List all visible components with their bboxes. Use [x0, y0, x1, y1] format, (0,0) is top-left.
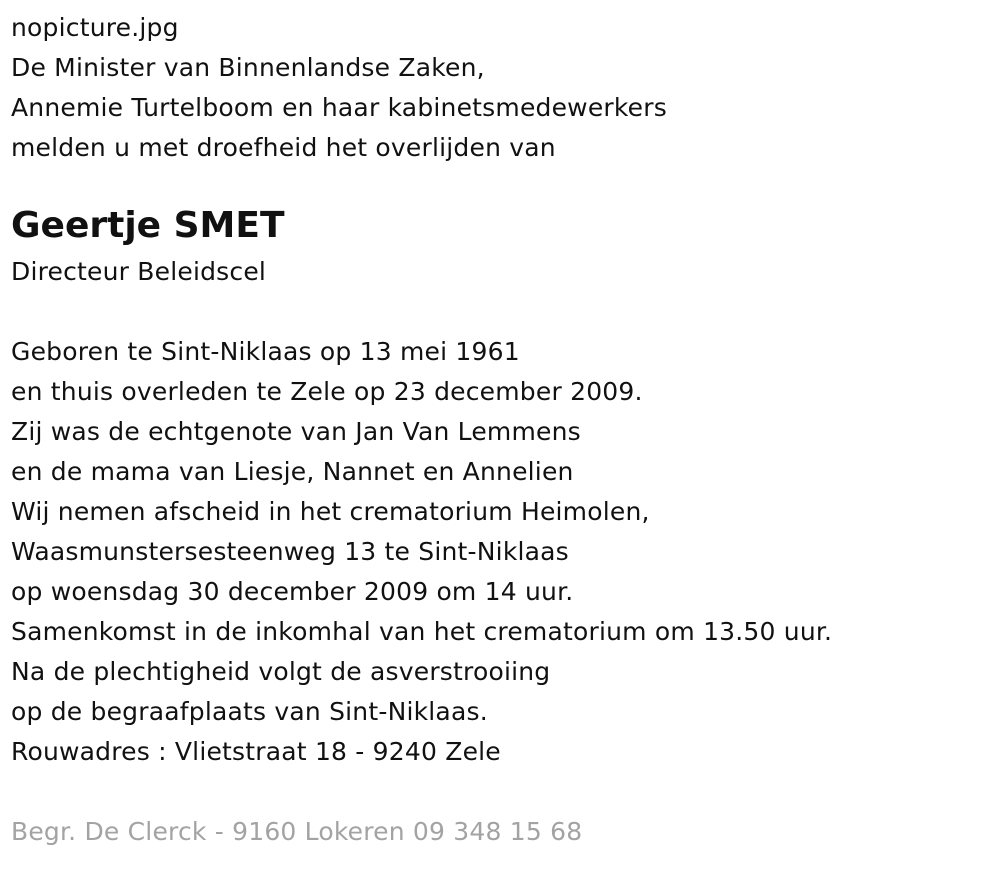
spacer	[11, 772, 991, 812]
detail-line: en thuis overleden te Zele op 23 december 2009.	[11, 377, 643, 406]
detail-line: op woensdag 30 december 2009 om 14 uur.	[11, 577, 574, 606]
detail-line: Rouwadres : Vlietstraat 18 - 9240 Zele	[11, 737, 501, 766]
deceased-title: Directeur Beleidscel	[11, 257, 267, 286]
detail-line: Geboren te Sint-Niklaas op 13 mei 1961	[11, 337, 520, 366]
detail-line: Samenkomst in de inkomhal van het crematorium om 13.50 uur.	[11, 617, 833, 646]
detail-line: op de begraafplaats van Sint-Niklaas.	[11, 697, 488, 726]
detail-line: en de mama van Liesje, Nannet en Annelien	[11, 457, 574, 486]
intro-line: Annemie Turtelboom en haar kabinetsmedewerkers	[11, 93, 667, 122]
intro-line: melden u met droefheid het overlijden van	[11, 133, 556, 162]
obituary-notice	[11, 8, 991, 852]
details-block	[11, 332, 991, 772]
missing-image-filename: nopicture.jpg	[11, 13, 179, 42]
intro-block	[11, 48, 991, 168]
intro-line: De Minister van Binnenlandse Zaken,	[11, 53, 485, 82]
detail-line: Zij was de echtgenote van Jan Van Lemmens	[11, 417, 581, 446]
detail-line: Wij nemen afscheid in het crematorium Heimolen,	[11, 497, 650, 526]
detail-line: Na de plechtigheid volgt de asverstrooiing	[11, 657, 551, 686]
detail-line: Waasmunstersesteenweg 13 te Sint-Niklaas	[11, 537, 569, 566]
deceased-name: Geertje SMET	[11, 205, 285, 246]
spacer	[11, 292, 991, 332]
undertaker-footer: Begr. De Clerck - 9160 Lokeren 09 348 15 68	[11, 817, 583, 846]
